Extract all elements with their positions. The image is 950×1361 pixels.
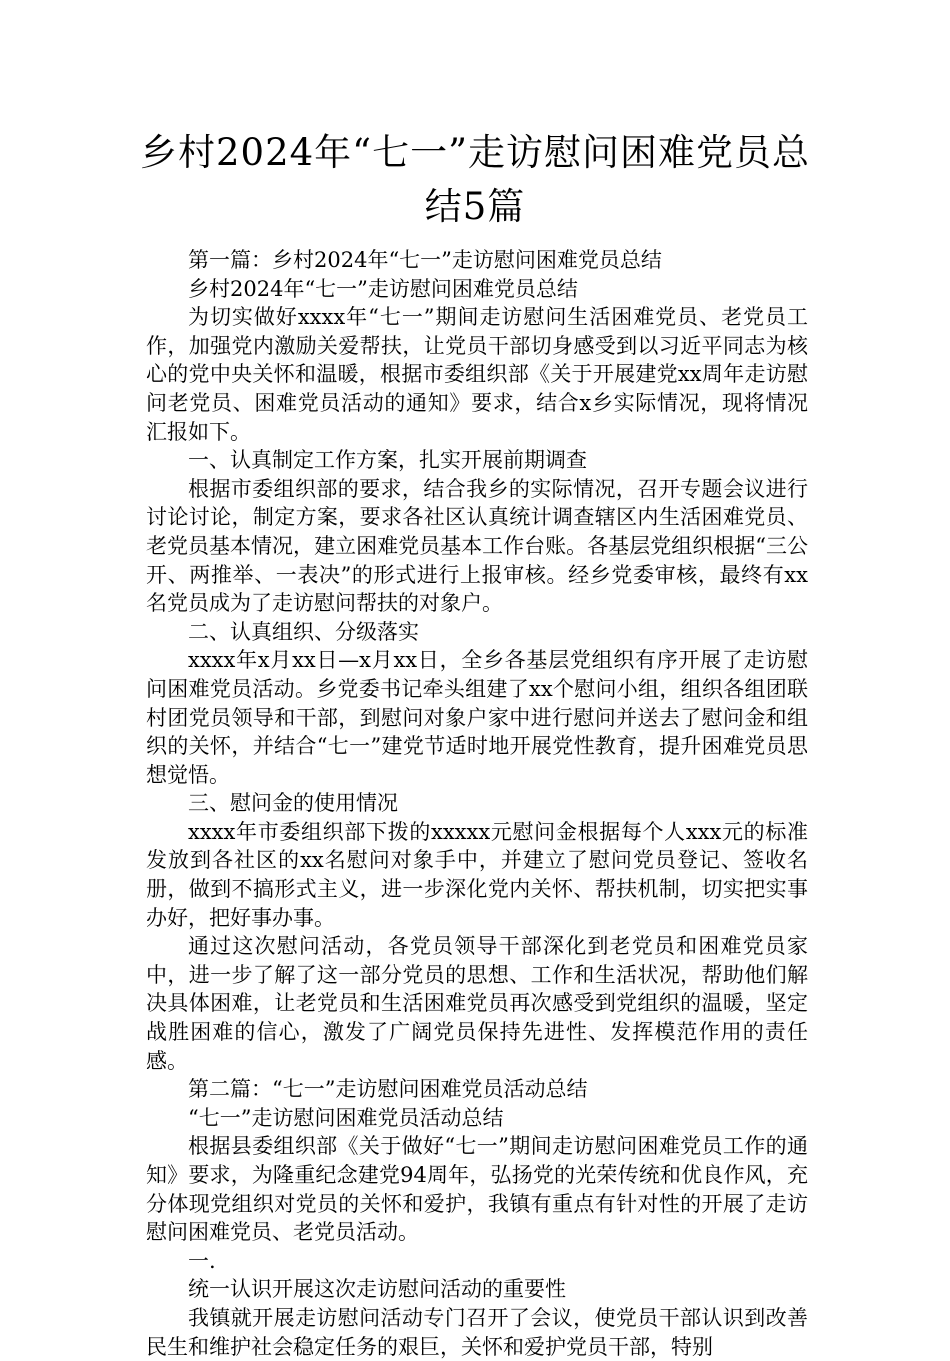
- section-heading: 三、慰问金的使用情况: [188, 791, 398, 816]
- article-title: “七一”走访慰问困难党员活动总结: [188, 1105, 504, 1130]
- section-title: 第一篇：乡村2024年“七一”走访慰问困难党员总结: [188, 248, 662, 272]
- paragraph: 根据县委组织部《关于做好“七一”期间走访慰问困难党员工作的通知》要求，为隆重纪念建党94周年，弘扬党的光荣传统和优良作风，充分体现党组织对党员的关怀和爱护，我镇有重点有针对性的开展了走访慰问困难党员、老党员活动。: [146, 1134, 808, 1245]
- section-number: 一.: [188, 1248, 216, 1273]
- section-heading: 二、认真组织、分级落实: [188, 619, 419, 644]
- section-heading: 一、认真制定工作方案，扎实开展前期调查: [188, 448, 587, 473]
- section-title: 第二篇：“七一”走访慰问困难党员活动总结: [188, 1077, 588, 1102]
- document-body: [146, 246, 808, 1361]
- paragraph: 为切实做好xxxx年“七一”期间走访慰问生活困难党员、老党员工作，加强党内激励关爱帮扶，让党员干部切身感受到以习近平同志为核心的党中央关怀和温暖，根据市委组织部《关于开展建党xx周年走访慰问老党员、困难党员活动的通知》要求，结合x乡实际情况，现将情况汇报如下。: [146, 305, 808, 444]
- paragraph: xxxx年市委组织部下拨的xxxxx元慰问金根据每个人xxx元的标准发放到各社区的xx名慰问对象手中，并建立了慰问党员登记、签收名册，做到不搞形式主义，进一步深化党内关怀、帮扶机制，切实把实事办好，把好事办事。: [146, 819, 808, 930]
- document-title-line-1: 乡村2024年“七一”走访慰问困难党员总: [140, 131, 810, 174]
- paragraph: 我镇就开展走访慰问活动专门召开了会议，使党员干部认识到改善民生和维护社会稳定任务的艰巨，关怀和爱护党员干部，特别: [146, 1305, 808, 1359]
- section-heading: 统一认识开展这次走访慰问活动的重要性: [188, 1277, 566, 1302]
- article-title: 乡村2024年“七一”走访慰问困难党员总结: [188, 276, 578, 301]
- document-title-line-2: 结5篇: [424, 185, 526, 228]
- paragraph: xxxx年x月xx日—x月xx日，全乡各基层党组织有序开展了走访慰问困难党员活动。乡党委书记牵头组建了xx个慰问小组，组织各组团联村团党员领导和干部，到慰问对象户家中进行慰问并送去了慰问金和组织的关怀，并结合“七一”建党节适时地开展党性教育，提升困难党员思想觉悟。: [146, 648, 808, 787]
- document-title: [100, 126, 850, 234]
- paragraph: 通过这次慰问活动，各党员领导干部深化到老党员和困难党员家中，进一步了解了这一部分党员的思想、工作和生活状况，帮助他们解决具体困难，让老党员和生活困难党员再次感受到党组织的温暖，坚定战胜困难的信心，激发了广阔党员保持先进性、发挥模范作用的责任感。: [146, 934, 808, 1073]
- paragraph: 根据市委组织部的要求，结合我乡的实际情况，召开专题会议进行讨论讨论，制定方案，要求各社区认真统计调查辖区内生活困难党员、老党员基本情况，建立困难党员基本工作台账。各基层党组织根据“三公开、两推举、一表决”的形式进行上报审核。经乡党委审核，最终有xx名党员成为了走访慰问帮扶的对象户。: [146, 476, 808, 616]
